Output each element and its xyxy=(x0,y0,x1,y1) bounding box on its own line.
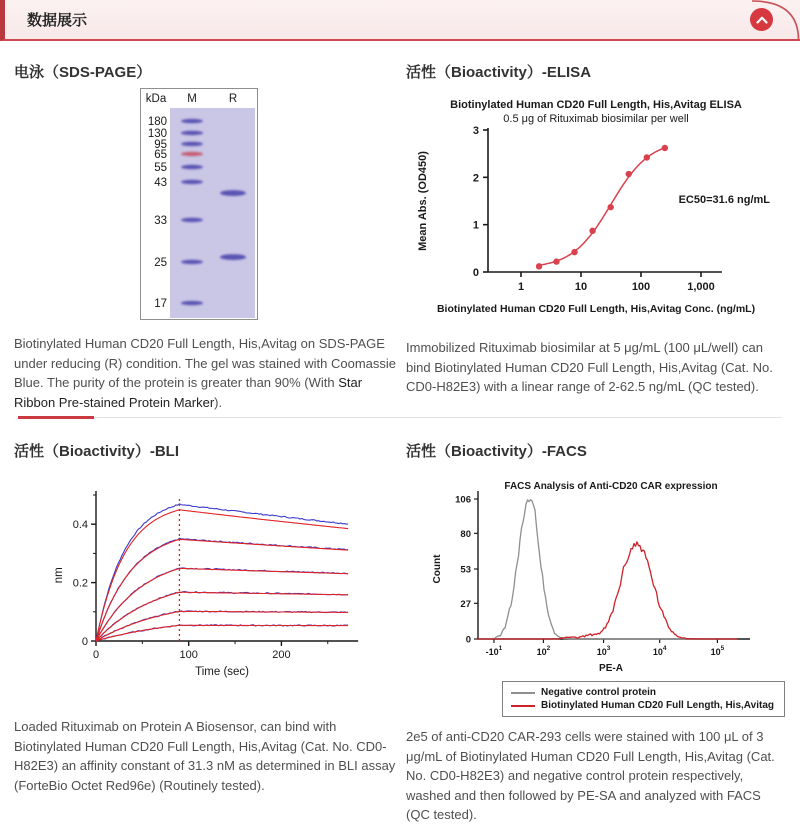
facs-legend-label-negative: Negative control protein xyxy=(541,687,657,698)
svg-text:1: 1 xyxy=(517,281,525,293)
svg-text:105: $10^5$ xyxy=(710,645,725,657)
facs-chart-figure xyxy=(424,477,788,717)
svg-text:Count: Count xyxy=(432,554,443,584)
svg-text:55: 55 xyxy=(154,162,167,175)
svg-text:102: $10^2$ xyxy=(536,645,551,657)
sds-caption xyxy=(14,334,398,412)
svg-text:25: 25 xyxy=(154,256,167,269)
svg-text:0: 0 xyxy=(81,636,88,648)
bli-section-title: 活性（Bioactivity）-BLI xyxy=(14,443,180,460)
svg-text:0.2: 0.2 xyxy=(72,577,88,590)
svg-text:Time (sec): Time (sec) xyxy=(195,666,250,678)
sds-caption-text: Biotinylated Human CD20 Full Length, His,Avitag on SDS-PAGE under reducing (R) condition. The gel was stained with Coomassie Blue. The purity of the protein is greater than 90% (With xyxy=(14,336,397,390)
facs-section-title: 活性（Bioactivity）-FACS xyxy=(406,443,587,460)
svg-text:3: 3 xyxy=(472,125,479,137)
bli-chart-figure xyxy=(50,483,398,701)
svg-text:1,000: 1,000 xyxy=(687,281,715,293)
facs-legend xyxy=(502,681,785,717)
svg-text:130: 130 xyxy=(147,127,167,140)
data-display-header xyxy=(0,0,800,41)
facs-legend-label-sample: Biotinylated Human CD20 Full Length, His,Avitag xyxy=(541,700,774,711)
facs-histogram-chart xyxy=(424,477,758,679)
svg-text:Biotinylated Human CD20 Full L: Biotinylated Human CD20 Full Length, His,Avitag Conc. (ng/mL) xyxy=(436,303,756,315)
bottom-row xyxy=(0,418,800,825)
bli-caption: Loaded Rituximab on Protein A Biosensor, can bind with Biotinylated Human CD20 Full Length, His,Avitag (Cat. No. CD0-H82E3) an affinity constant of 31.3 nM as determined in BLI assay (ForteBio Octet Red96e) (Routinely tested). xyxy=(14,719,396,793)
elisa-caption: Immobilized Rituximab biosimilar at 5 μg/mL (100 μL/well) can bind Biotinylated Human CD20 Full Length, His,Avitag (Cat. No. CD0-H82E3) with a linear range of 2-62.5 ng/mL (QC tested). xyxy=(406,340,773,394)
svg-text:53: 53 xyxy=(460,564,471,576)
sds-page-section xyxy=(0,41,406,417)
sds-gel-image xyxy=(140,88,258,320)
chevron-up-icon xyxy=(755,15,769,25)
svg-text:10: 10 xyxy=(574,281,588,293)
svg-text:R: R xyxy=(228,93,238,105)
elisa-section-title: 活性（Bioactivity）-ELISA xyxy=(406,64,592,81)
svg-text:200: 200 xyxy=(272,649,291,661)
svg-text:0.5 μg of Rituximab biosimilar: 0.5 μg of Rituximab biosimilar per well xyxy=(503,113,689,125)
svg-text:0: 0 xyxy=(465,634,471,646)
svg-text:180: 180 xyxy=(147,116,167,129)
sds-section-title: 电泳（SDS-PAGE） xyxy=(14,64,152,81)
svg-text:-101: $-10^1$ xyxy=(485,645,503,657)
svg-text:EC50=31.6 ng/mL: EC50=31.6 ng/mL xyxy=(678,194,770,207)
svg-text:kDa: kDa xyxy=(145,93,167,105)
svg-text:17: 17 xyxy=(154,298,167,311)
facs-legend-row-sample xyxy=(511,699,774,712)
legend-line-red xyxy=(511,705,535,707)
svg-text:103: $10^3$ xyxy=(596,645,611,657)
svg-text:2: 2 xyxy=(472,172,479,185)
svg-text:106: 106 xyxy=(455,494,471,506)
marker-product-name: Star Ribbon Pre-stained Protein Marker xyxy=(14,375,363,410)
svg-text:65: 65 xyxy=(154,148,167,161)
elisa-chart xyxy=(412,96,780,328)
svg-text:100: 100 xyxy=(179,649,198,661)
svg-text:0.4: 0.4 xyxy=(72,519,88,532)
svg-text:43: 43 xyxy=(154,176,167,189)
collapse-section-button[interactable] xyxy=(750,8,773,31)
svg-text:0: 0 xyxy=(92,649,100,661)
svg-text:1: 1 xyxy=(472,219,479,232)
svg-text:80: 80 xyxy=(460,528,471,540)
svg-text:100: 100 xyxy=(631,281,651,293)
elisa-chart-figure xyxy=(412,96,788,328)
svg-text:nm: nm xyxy=(53,567,65,584)
sds-gel-figure xyxy=(140,88,398,320)
svg-text:33: 33 xyxy=(154,214,167,227)
section-divider xyxy=(18,417,782,418)
elisa-section xyxy=(406,41,800,417)
legend-line-gray xyxy=(511,692,535,694)
svg-text:Biotinylated Human CD20 Full L: Biotinylated Human CD20 Full Length, His,Avitag ELISA xyxy=(450,99,742,111)
bli-section xyxy=(0,418,406,825)
svg-text:95: 95 xyxy=(154,138,167,151)
facs-caption: 2e5 of anti-CD20 CAR-293 cells were stained with 100 μL of 3 μg/mL of Biotinylated Human CD20 Full Length, His,Avitag (Cat. No. CD0-H82E3) and negative control protein respectively, washed and then followed by PE-SA and analyzed with FACS (QC tested). xyxy=(406,729,775,822)
bli-sensorgram-chart xyxy=(50,483,372,701)
data-display-content xyxy=(0,41,800,825)
svg-text:Mean Abs. (OD450): Mean Abs. (OD450) xyxy=(417,151,429,251)
sds-caption-end: ). xyxy=(214,394,223,410)
svg-text:0: 0 xyxy=(472,267,479,279)
page-title: 数据展示 xyxy=(27,12,88,29)
svg-text:27: 27 xyxy=(460,598,471,610)
facs-section xyxy=(406,418,800,825)
facs-legend-row-negative xyxy=(511,686,774,699)
svg-text:M: M xyxy=(187,93,197,105)
top-row xyxy=(0,41,800,417)
svg-text:104: $10^4$ xyxy=(652,645,667,657)
svg-text:FACS Analysis of Anti-CD20 CAR: FACS Analysis of Anti-CD20 CAR expression xyxy=(504,481,718,492)
svg-text:PE-A: PE-A xyxy=(599,663,623,674)
